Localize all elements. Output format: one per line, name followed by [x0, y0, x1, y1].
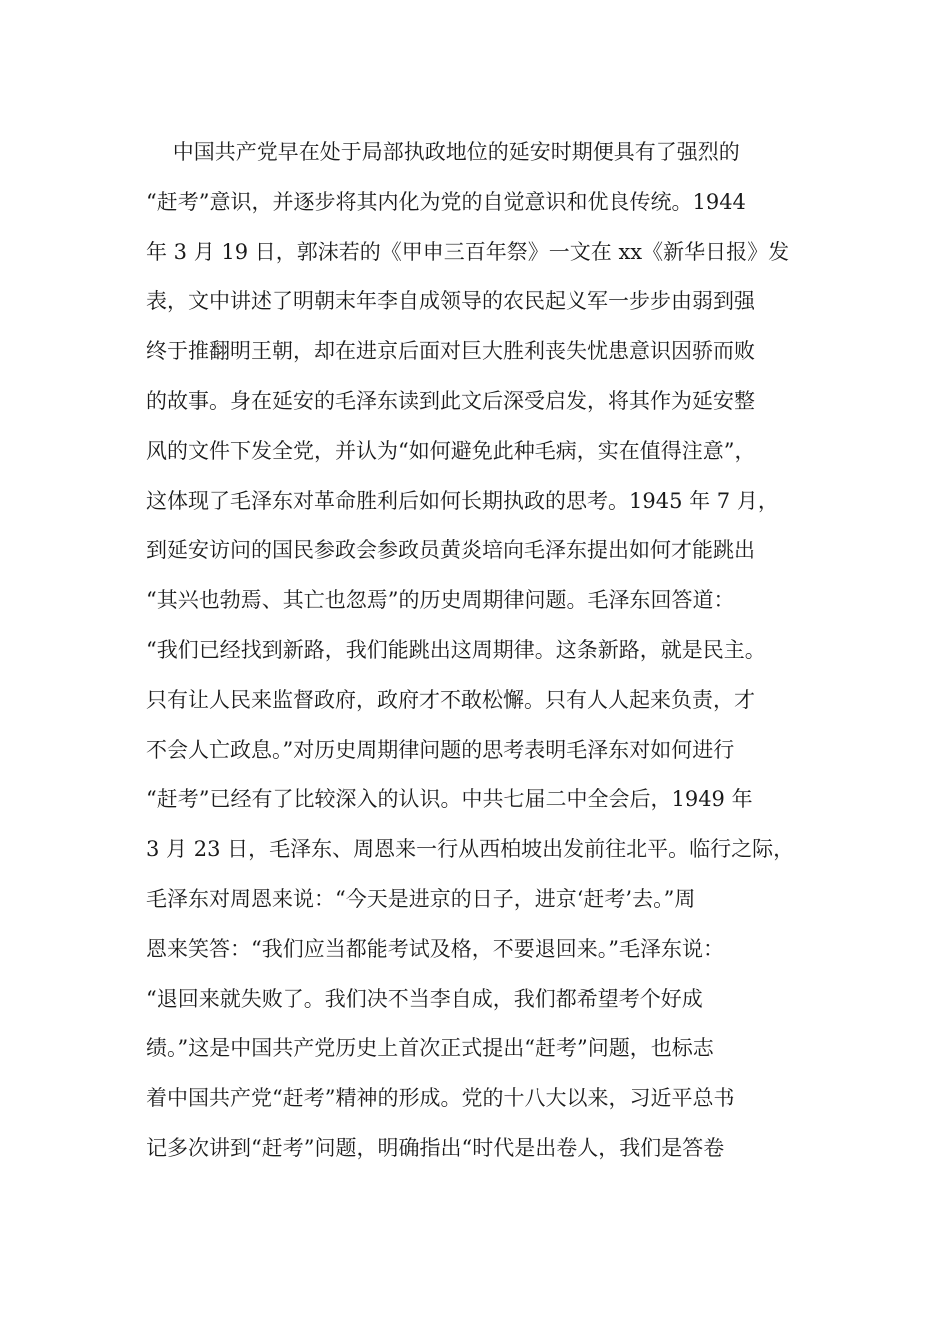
text-line: 的故事。身在延安的毛泽东读到此文后深受启发，将其作为延安整 — [146, 388, 755, 413]
text-line: “我们已经找到新路，我们能跳出这周期律。这条新路，就是民主。 — [146, 637, 766, 662]
text-line: 3 月 23 日，毛泽东、周恩来一行从西柏坡出发前往北平。临行之际， — [146, 837, 795, 862]
text-line: 表，文中讲述了明朝末年李自成领导的农民起义军一步步由弱到强 — [146, 289, 755, 314]
text-line: 恩来笑答：“我们应当都能考试及格，不要退回来。”毛泽东说： — [146, 936, 724, 961]
text-line: 终于推翻明王朝，却在进京后面对巨大胜利丧失忧患意识因骄而败 — [146, 339, 755, 364]
text-line: 这体现了毛泽东对革命胜利后如何长期执政的思考。1945 年 7 月， — [146, 488, 779, 513]
text-line: “赶考”意识，并逐步将其内化为党的自觉意识和优良传统。1944 — [146, 189, 746, 214]
text-line: “其兴也勃焉、其亡也忽焉”的历史周期律问题。毛泽东回答道： — [146, 588, 735, 613]
text-line: “赶考”已经有了比较深入的认识。中共七届二中全会后，1949 年 — [146, 787, 753, 812]
text-line: 不会人亡政息。”对历史周期律问题的思考表明毛泽东对如何进行 — [146, 737, 735, 762]
text-line: “退回来就失败了。我们决不当李自成，我们都希望考个好成 — [146, 986, 703, 1011]
text-line: 记多次讲到“赶考”问题，明确指出“时代是出卷人，我们是答卷 — [146, 1135, 725, 1160]
body-paragraph — [146, 128, 806, 1174]
text-line: 到延安访问的国民参政会参政员黄炎培向毛泽东提出如何才能跳出 — [146, 538, 755, 563]
text-line: 只有让人民来监督政府，政府才不敢松懈。只有人人起来负责，才 — [146, 687, 755, 712]
text-line: 年 3 月 19 日，郭沫若的《甲申三百年祭》一文在 xx《新华日报》发 — [146, 239, 790, 264]
text-line: 中国共产党早在处于局部执政地位的延安时期便具有了强烈的 — [146, 140, 740, 164]
text-line: 着中国共产党“赶考”精神的形成。党的十八大以来，习近平总书 — [146, 1086, 735, 1111]
text-line: 绩。”这是中国共产党历史上首次正式提出“赶考”问题，也标志 — [146, 1036, 714, 1061]
text-line: 毛泽东对周恩来说：“今天是进京的日子，进京‘赶考’去。”周 — [146, 886, 696, 911]
text-line: 风的文件下发全党，并认为“如何避免此种毛病，实在值得注意”， — [146, 438, 756, 463]
